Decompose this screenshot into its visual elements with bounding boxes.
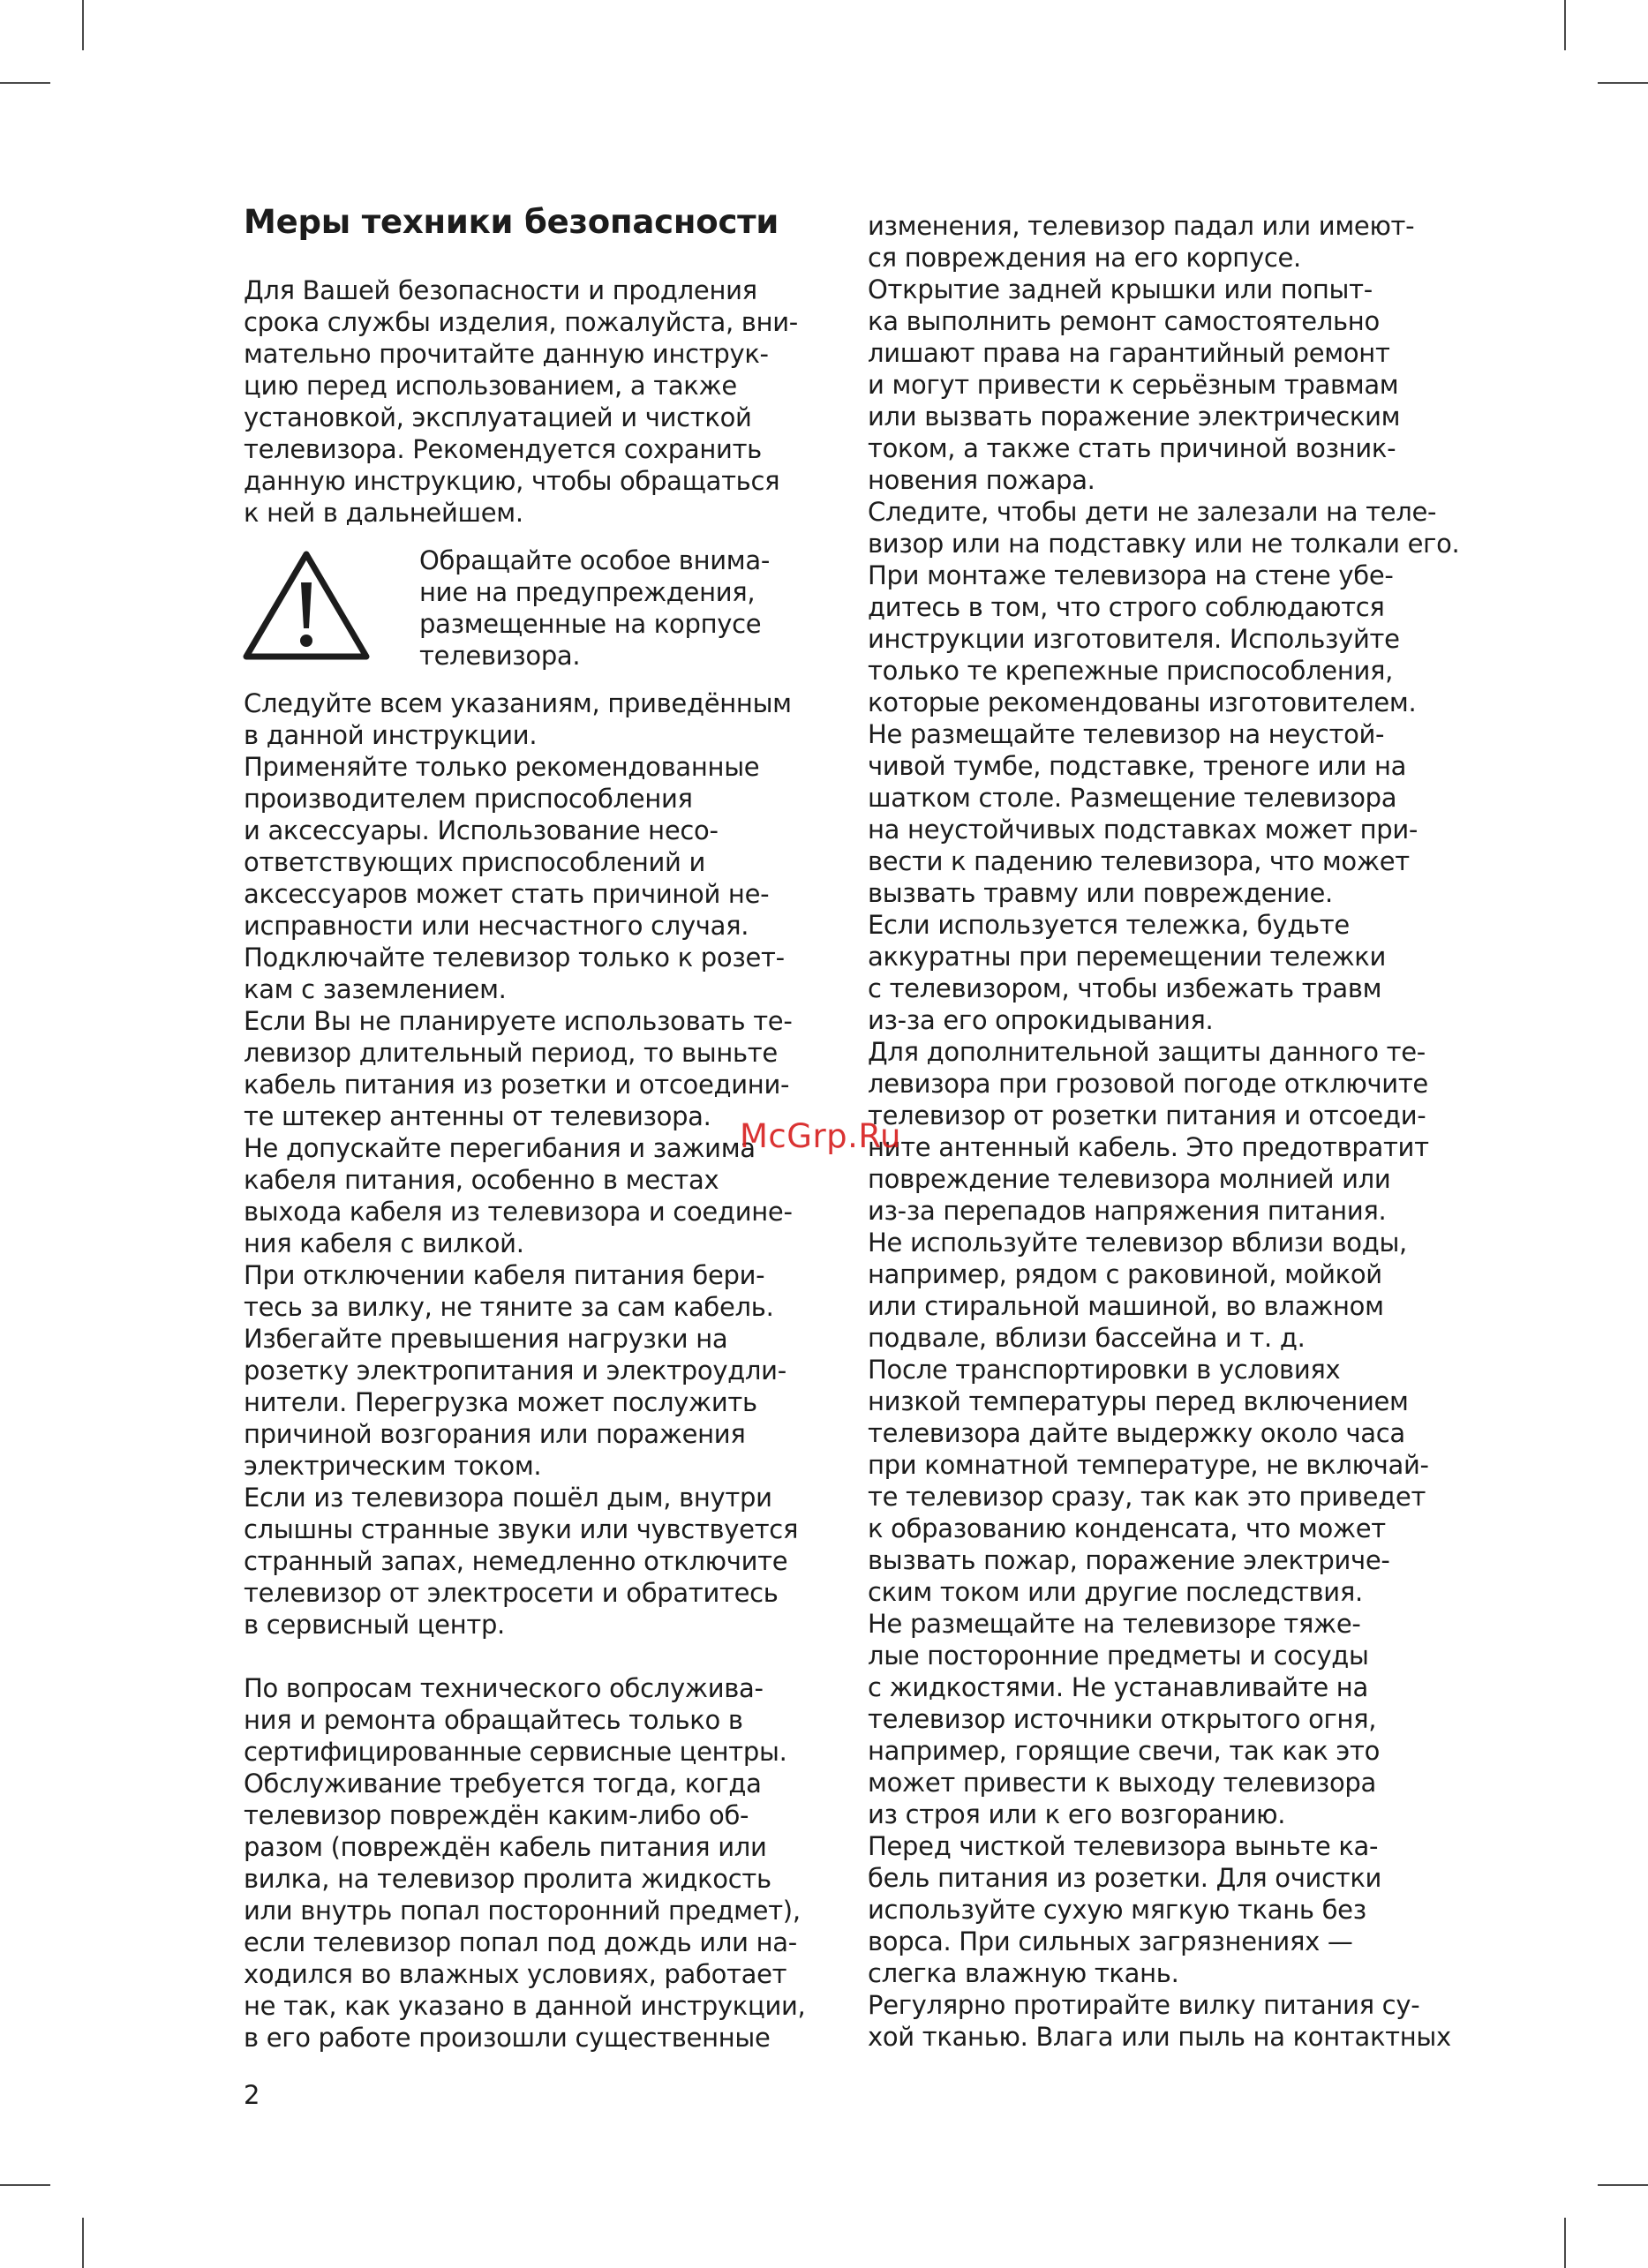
text-line: вилка, на телевизор пролита жидкость xyxy=(244,1864,771,1894)
text-line: аккуратны при перемещении тележки xyxy=(868,942,1387,972)
text-line: странный запах, немедленно отключите xyxy=(244,1546,788,1576)
text-line: нители. Перегрузка может послужить xyxy=(244,1387,757,1417)
text-line: ния и ремонта обращайтесь только в xyxy=(244,1705,743,1735)
text-line: тесь за вилку, не тяните за сам кабель. xyxy=(244,1292,774,1322)
text-line: лишают права на гарантийный ремонт xyxy=(868,338,1390,368)
text-line: производителем приспособления xyxy=(244,784,693,814)
text-line: мательно прочитайте данную инструк- xyxy=(244,339,769,369)
text-line: вызвать травму или повреждение. xyxy=(868,878,1333,908)
text-line: из-за его опрокидывания. xyxy=(868,1005,1214,1035)
text-line: телевизора дайте выдержку около часа xyxy=(868,1418,1405,1448)
text-line: ния кабеля с вилкой. xyxy=(244,1228,524,1258)
text-line: аксессуаров может стать причиной не- xyxy=(244,879,770,909)
page-title: Меры техники безопасности xyxy=(244,203,779,241)
text-line: подвале, вблизи бассейна и т. д. xyxy=(868,1323,1306,1353)
text-line: Не размещайте на телевизоре тяже- xyxy=(868,1609,1361,1639)
text-line: из-за перепадов напряжения питания. xyxy=(868,1196,1387,1226)
text-line: Не размещайте телевизор на неустой- xyxy=(868,719,1385,749)
text-line: низкой температуры перед включением xyxy=(868,1386,1409,1416)
text-line: из строя или к его возгоранию. xyxy=(868,1799,1286,1829)
text-line: срока службы изделия, пожалуйста, вни- xyxy=(244,307,798,337)
text-line: и аксессуары. Использование несо- xyxy=(244,815,719,845)
text-line: телевизор источники открытого огня, xyxy=(868,1704,1377,1734)
text-line: Если Вы не планируете использовать те- xyxy=(244,1006,793,1036)
text-line: или вызвать поражение электрическим xyxy=(868,402,1401,432)
crop-mark-top-right-h xyxy=(1598,82,1648,84)
text-line: Не используйте телевизор вблизи воды, xyxy=(868,1228,1407,1258)
text-line: Для дополнительной защиты данного те- xyxy=(868,1037,1426,1067)
text-line: Для Вашей безопасности и продления xyxy=(244,275,757,305)
text-line: лые посторонние предметы и сосуды xyxy=(868,1641,1369,1671)
text-line: электрическим током. xyxy=(244,1451,542,1481)
text-line: розетку электропитания и электроудли- xyxy=(244,1356,786,1386)
text-line: в сервисный центр. xyxy=(244,1610,505,1640)
text-line: исправности или несчастного случая. xyxy=(244,911,749,941)
text-line: ворса. При сильных загрязнениях — xyxy=(868,1926,1353,1956)
text-line: ответствующих приспособлений и xyxy=(244,847,706,877)
text-line: причиной возгорания или поражения xyxy=(244,1419,746,1449)
text-line: ните антенный кабель. Это предотвратит xyxy=(868,1132,1429,1162)
text-line: ние на предупреждения, xyxy=(419,577,756,607)
text-line: По вопросам технического обслужива- xyxy=(244,1673,764,1703)
text-line: ским током или другие последствия. xyxy=(868,1577,1363,1607)
text-line: Подключайте телевизор только к розет- xyxy=(244,942,785,973)
text-line: изменения, телевизор падал или имеют- xyxy=(868,211,1415,241)
text-line: или внутрь попал посторонний предмет), xyxy=(244,1896,801,1926)
crop-mark-top-right xyxy=(1564,0,1566,50)
text-line: инструкции изготовителя. Используйте xyxy=(868,624,1400,654)
text-line: например, рядом с раковиной, мойкой xyxy=(868,1259,1382,1289)
text-line: дитесь в том, что строго соблюдаются xyxy=(868,592,1385,622)
text-line: например, горящие свечи, так как это xyxy=(868,1736,1381,1766)
text-line: или стиральной машиной, во влажном xyxy=(868,1291,1384,1321)
page-number: 2 xyxy=(244,2080,260,2110)
text-line: слышны странные звуки или чувствуется xyxy=(244,1514,799,1544)
text-line: Открытие задней крышки или попыт- xyxy=(868,274,1373,304)
text-line: левизор длительный период, то выньте xyxy=(244,1038,778,1068)
text-line: вести к падению телевизора, что может xyxy=(868,846,1410,876)
text-line: телевизор от электросети и обратитесь xyxy=(244,1578,779,1608)
text-line: те штекер антенны от телевизора. xyxy=(244,1101,711,1131)
text-line: Применяйте только рекомендованные xyxy=(244,752,760,782)
text-line: разом (повреждён кабель питания или xyxy=(244,1832,767,1862)
text-line: телевизор повреждён каким-либо об- xyxy=(244,1800,749,1830)
text-line: Регулярно протирайте вилку питания су- xyxy=(868,1990,1420,2020)
text-line: шатком столе. Размещение телевизора xyxy=(868,783,1397,813)
text-line: в данной инструкции. xyxy=(244,720,538,750)
text-line: цию перед использованием, а также xyxy=(244,371,737,401)
text-line: может привести к выходу телевизора xyxy=(868,1768,1377,1798)
text-line: левизора при грозовой погоде отключите xyxy=(868,1069,1428,1099)
warning-triangle-icon xyxy=(242,549,371,662)
text-line: Перед чисткой телевизора выньте ка- xyxy=(868,1831,1379,1861)
text-line: Следите, чтобы дети не залезали на теле- xyxy=(868,497,1437,527)
text-line: сертифицированные сервисные центры. xyxy=(244,1737,787,1767)
text-line: телевизора. Рекомендуется сохранить xyxy=(244,434,762,464)
text-line: ходился во влажных условиях, работает xyxy=(244,1959,787,1989)
text-line: телевизор от розетки питания и отсоеди- xyxy=(868,1100,1426,1130)
text-line: При монтаже телевизора на стене убе- xyxy=(868,560,1394,590)
watermark: McGrp.Ru xyxy=(740,1117,901,1155)
text-line: не так, как указано в данной инструкции, xyxy=(244,1991,806,2021)
text-line: только те крепежные приспособления, xyxy=(868,656,1394,686)
text-line: телевизора. xyxy=(419,641,581,671)
text-line: к ней в дальнейшем. xyxy=(244,498,523,528)
text-line: те телевизор сразу, так как это приведет xyxy=(868,1482,1426,1512)
text-line: кабеля питания, особенно в местах xyxy=(244,1165,719,1195)
text-line: чивой тумбе, подставке, треноге или на xyxy=(868,751,1407,781)
text-line: с телевизором, чтобы избежать травм xyxy=(868,973,1382,1003)
text-line: бель питания из розетки. Для очистки xyxy=(868,1863,1382,1893)
text-line: После транспортировки в условиях xyxy=(868,1355,1341,1385)
text-line: при комнатной температуре, не включай- xyxy=(868,1450,1429,1480)
text-line: Не допускайте перегибания и зажима xyxy=(244,1133,756,1163)
text-line: Обслуживание требуется тогда, когда xyxy=(244,1769,762,1799)
crop-mark-bottom-right xyxy=(1564,2218,1566,2268)
text-line: Избегайте превышения нагрузки на xyxy=(244,1324,728,1354)
text-line: ка выполнить ремонт самостоятельно xyxy=(868,306,1380,336)
text-line: повреждение телевизора молнией или xyxy=(868,1164,1391,1194)
text-line: и могут привести к серьёзным травмам xyxy=(868,370,1399,400)
text-line: Если из телевизора пошёл дым, внутри xyxy=(244,1483,772,1513)
crop-mark-bottom-left xyxy=(82,2218,84,2268)
text-line: на неустойчивых подставках может при- xyxy=(868,815,1418,845)
text-line: вызвать пожар, поражение электриче- xyxy=(868,1545,1390,1575)
text-line: ся повреждения на его корпусе. xyxy=(868,243,1301,273)
text-line: к образованию конденсата, что может xyxy=(868,1513,1386,1543)
text-line: если телевизор попал под дождь или на- xyxy=(244,1927,797,1957)
crop-mark-bottom-right-h xyxy=(1598,2184,1648,2186)
text-line: новения пожара. xyxy=(868,465,1095,495)
text-line: выхода кабеля из телевизора и соедине- xyxy=(244,1197,793,1227)
text-line: с жидкостями. Не устанавливайте на xyxy=(868,1672,1368,1702)
text-line: которые рекомендованы изготовителем. xyxy=(868,687,1417,717)
text-line: кабель питания из розетки и отсоедини- xyxy=(244,1070,790,1100)
text-line: Обращайте особое внима- xyxy=(419,545,771,575)
text-line: данную инструкцию, чтобы обращаться xyxy=(244,466,780,496)
text-line: Если используется тележка, будьте xyxy=(868,910,1350,940)
text-line: визор или на подставку или не толкали его. xyxy=(868,529,1460,559)
crop-mark-top-left xyxy=(82,0,84,50)
text-line: хой тканью. Влага или пыль на контактных xyxy=(868,2022,1451,2052)
text-line: в его работе произошли существенные xyxy=(244,2023,771,2053)
text-line: током, а также стать причиной возник- xyxy=(868,433,1396,463)
text-line: При отключении кабеля питания бери- xyxy=(244,1260,765,1290)
text-line: Следуйте всем указаниям, приведённым xyxy=(244,688,792,718)
text-line: размещенные на корпусе xyxy=(419,609,762,639)
crop-mark-bottom-left-h xyxy=(0,2184,50,2186)
text-line: используйте сухую мягкую ткань без xyxy=(868,1895,1366,1925)
text-line: установкой, эксплуатацией и чисткой xyxy=(244,402,752,432)
crop-mark-top-left-h xyxy=(0,82,50,84)
text-line: слегка влажную ткань. xyxy=(868,1958,1179,1988)
text-line: кам с заземлением. xyxy=(244,974,507,1004)
